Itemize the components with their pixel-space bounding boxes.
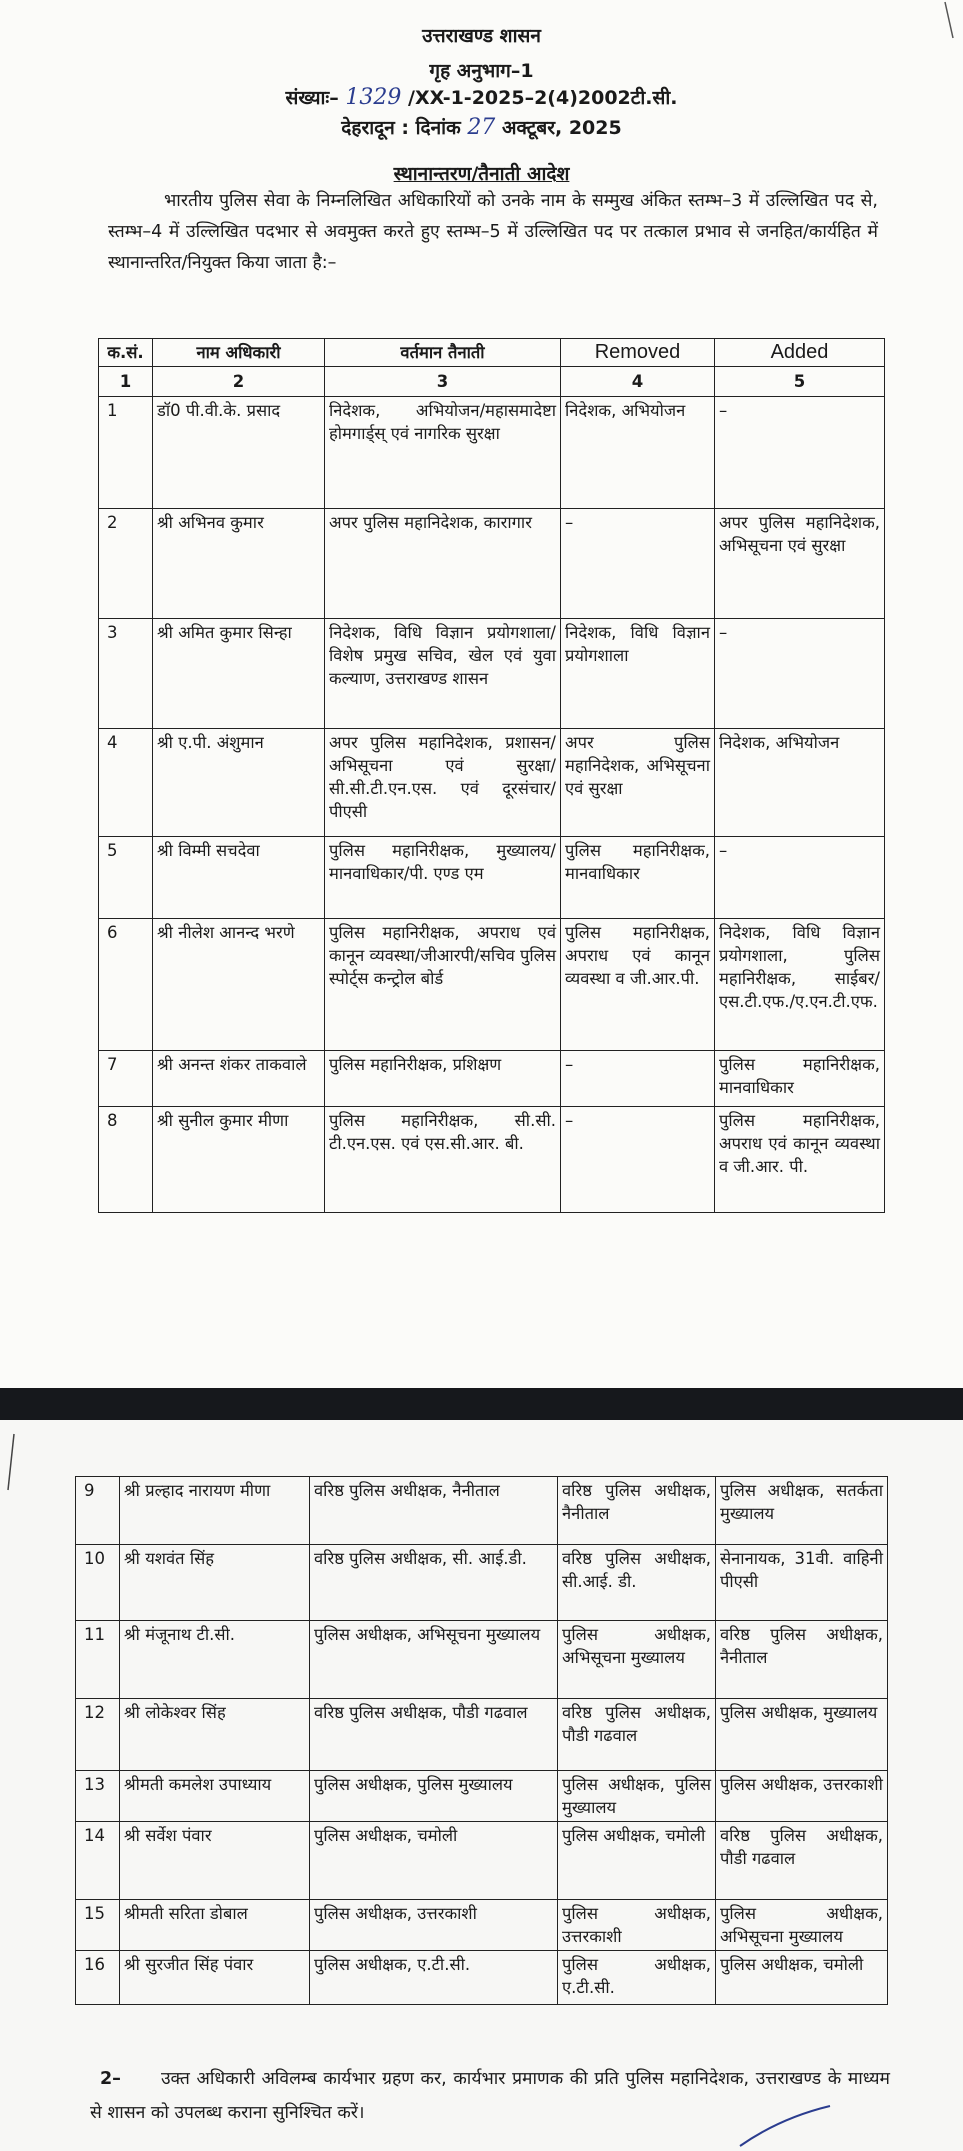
cell-serial-number: 15 [76,1900,120,1951]
header-government: उत्तराखण्ड शासन [422,25,541,47]
column-number-row [99,367,885,397]
cell-serial-number: 2 [99,509,153,619]
cell-removed-charge: पुलिस अधीक्षक, ए.टी.सी. [558,1951,716,2005]
cell-serial-number: 1 [99,397,153,509]
cell-officer-name: श्री अभिनव कुमार [153,509,325,619]
cell-current-posting: पुलिस अधीक्षक, उत्तरकाशी [310,1900,558,1951]
cell-current-posting: पुलिस अधीक्षक, अभिसूचना मुख्यालय [310,1621,558,1699]
transfer-table-page2 [75,1476,888,2005]
cell-current-posting: पुलिस महानिरीक्षक, सी.सी. टी.एन.एस. एवं एस.सी.आर. बी. [325,1107,561,1213]
table-row [76,1900,888,1951]
table-row [99,397,885,509]
cell-officer-name: श्री सुरजीत सिंह पंवार [120,1951,310,2005]
cell-removed-charge: अपर पुलिस महानिदेशक, अभिसूचना एवं सुरक्षा [561,729,715,837]
cell-removed-charge: वरिष्ठ पुलिस अधीक्षक, पौडी गढवाल [558,1699,716,1771]
cell-serial-number: 7 [99,1051,153,1107]
number-suffix: /XX-1-2025–2(4)2002टी.सी. [408,87,678,109]
cell-serial-number: 13 [76,1771,120,1822]
cell-removed-charge: – [561,1107,715,1213]
cell-removed-charge: पुलिस अधीक्षक, उत्तरकाशी [558,1900,716,1951]
table-row [76,1621,888,1699]
cell-officer-name: श्री सुनील कुमार मीणा [153,1107,325,1213]
col-header-name: नाम अधिकारी [153,339,325,367]
cell-serial-number: 10 [76,1545,120,1621]
cell-officer-name: श्री नीलेश आनन्द भरणे [153,919,325,1051]
cell-serial-number: 14 [76,1822,120,1900]
cell-serial-number: 5 [99,837,153,919]
cell-officer-name: श्री विम्मी सचदेवा [153,837,325,919]
cell-removed-charge: पुलिस अधीक्षक, पुलिस मुख्यालय [558,1771,716,1822]
cell-added-posting: पुलिस महानिरीक्षक, अपराध एवं कानून व्यवस्था व जी.आर. पी. [715,1107,885,1213]
header-section: गृह अनुभाग–1 [429,60,534,82]
table-header-row [99,339,885,367]
cell-current-posting: निदेशक, विधि विज्ञान प्रयोगशाला/विशेष प्रमुख सचिव, खेल एवं युवा कल्याण, उत्तराखण्ड शासन [325,619,561,729]
handwritten-number: 1329 [345,85,402,110]
cell-serial-number: 16 [76,1951,120,2005]
cell-current-posting: वरिष्ठ पुलिस अधीक्षक, नैनीताल [310,1477,558,1545]
cell-removed-charge: पुलिस अधीक्षक, चमोली [558,1822,716,1900]
table-row [76,1822,888,1900]
cell-removed-charge: वरिष्ठ पुलिस अधीक्षक, नैनीताल [558,1477,716,1545]
cell-serial-number: 9 [76,1477,120,1545]
col-number: 5 [715,367,885,397]
cell-officer-name: श्री ए.पी. अंशुमान [153,729,325,837]
cell-removed-charge: वरिष्ठ पुलिस अधीक्षक, सी.आई. डी. [558,1545,716,1621]
cell-officer-name: श्री अमित कुमार सिन्हा [153,619,325,729]
cell-officer-name: श्री लोकेश्वर सिंह [120,1699,310,1771]
cell-current-posting: अपर पुलिस महानिदेशक, प्रशासन/अभिसूचना एवं सुरक्षा/सी.सी.टी.एन.एस. एवं दूरसंचार/पीएसी [325,729,561,837]
handwritten-date: 27 [467,115,496,140]
number-prefix: संख्याः– [285,87,339,109]
cell-officer-name: श्री यशवंत सिंह [120,1545,310,1621]
cell-added-posting: सेनानायक, 31वी. वाहिनी पीएसी [716,1545,888,1621]
cell-current-posting: पुलिस महानिरीक्षक, प्रशिक्षण [325,1051,561,1107]
date-prefix: देहरादून : दिनांक [341,117,461,139]
cell-serial-number: 8 [99,1107,153,1213]
table-row [76,1771,888,1822]
cell-added-posting: अपर पुलिस महानिदेशक, अभिसूचना एवं सुरक्षा [715,509,885,619]
col-number: 2 [153,367,325,397]
cell-added-posting: – [715,619,885,729]
cell-current-posting: पुलिस महानिरीक्षक, मुख्यालय/मानवाधिकार/पी. एण्ड एम [325,837,561,919]
order-title: स्थानान्तरण/तैनाती आदेश [393,163,570,185]
cell-added-posting: निदेशक, विधि विज्ञान प्रयोगशाला, पुलिस महानिरीक्षक, साईबर/एस.टी.एफ./ए.एन.टी.एफ. [715,919,885,1051]
cell-added-posting: पुलिस अधीक्षक, चमोली [716,1951,888,2005]
table-row [99,837,885,919]
page-separator [0,1388,963,1420]
table-row [99,729,885,837]
cell-officer-name: डॉ0 पी.वी.के. प्रसाद [153,397,325,509]
cell-added-posting: पुलिस अधीक्षक, उत्तरकाशी [716,1771,888,1822]
table-row [99,1051,885,1107]
col-header-current: वर्तमान तैनाती [325,339,561,367]
table-row [99,1107,885,1213]
table-row [76,1951,888,2005]
cell-removed-charge: – [561,509,715,619]
col-header-removed: Removed [561,339,715,367]
cell-added-posting: पुलिस महानिरीक्षक, मानवाधिकार [715,1051,885,1107]
cell-added-posting: – [715,837,885,919]
cell-current-posting: पुलिस अधीक्षक, ए.टी.सी. [310,1951,558,2005]
footer-para-number: 2– [100,2069,121,2089]
cell-removed-charge: पुलिस महानिरीक्षक, मानवाधिकार [561,837,715,919]
cell-serial-number: 3 [99,619,153,729]
col-number: 3 [325,367,561,397]
cell-added-posting: पुलिस अधीक्षक, अभिसूचना मुख्यालय [716,1900,888,1951]
table-row [76,1545,888,1621]
cell-serial-number: 12 [76,1699,120,1771]
cell-current-posting: पुलिस अधीक्षक, पुलिस मुख्यालय [310,1771,558,1822]
cell-added-posting: पुलिस अधीक्षक, सतर्कता मुख्यालय [716,1477,888,1545]
signature-stroke-icon [720,2098,840,2148]
date-suffix: अक्टूबर, 2025 [501,117,622,139]
cell-added-posting: वरिष्ठ पुलिस अधीक्षक, पौडी गढवाल [716,1822,888,1900]
cell-serial-number: 6 [99,919,153,1051]
table-row [99,919,885,1051]
table-row [99,619,885,729]
cell-added-posting: पुलिस अधीक्षक, मुख्यालय [716,1699,888,1771]
cell-current-posting: वरिष्ठ पुलिस अधीक्षक, सी. आई.डी. [310,1545,558,1621]
cell-officer-name: श्रीमती सरिता डोबाल [120,1900,310,1951]
header-date [0,114,963,140]
cell-serial-number: 4 [99,729,153,837]
cell-officer-name: श्री सर्वेश पंवार [120,1822,310,1900]
col-number: 4 [561,367,715,397]
table-row [76,1699,888,1771]
cell-removed-charge: निदेशक, अभियोजन [561,397,715,509]
intro-paragraph: भारतीय पुलिस सेवा के निम्नलिखित अधिकारियों को उनके नाम के सम्मुख अंकित स्तम्भ–3 में उल्लिखित पद से, स्तम्भ–4 में उल्लिखित पदभार से अवमुक्त करते हुए स्तम्भ–5 में उल्लिखित पद पर तत्काल प्रभाव से जनहित/कार्यहित में स्थानान्तरित/नियुक्त किया जाता है:– [108,191,878,273]
cell-current-posting: वरिष्ठ पुलिस अधीक्षक, पौडी गढवाल [310,1699,558,1771]
cell-current-posting: पुलिस अधीक्षक, चमोली [310,1822,558,1900]
table-row [99,509,885,619]
footer-para-text: उक्त अधिकारी अविलम्ब कार्यभार ग्रहण कर, कार्यभार प्रमाणक की प्रति पुलिस महानिदेशक, उत्तराखण्ड के माध्यम से शासन को उपलब्ध कराना सुनिश्चित करें। [90,2069,890,2123]
cell-officer-name: श्री प्रल्हाद नारायण मीणा [120,1477,310,1545]
cell-current-posting: निदेशक, अभियोजन/महासमादेष्टा होमगार्ड्स् एवं नागरिक सुरक्षा [325,397,561,509]
transfer-table-page1 [98,338,885,1213]
col-header-added: Added [715,339,885,367]
cell-added-posting: – [715,397,885,509]
table-row [76,1477,888,1545]
cell-added-posting: वरिष्ठ पुलिस अधीक्षक, नैनीताल [716,1621,888,1699]
cell-current-posting: अपर पुलिस महानिदेशक, कारागार [325,509,561,619]
cell-removed-charge: पुलिस अधीक्षक, अभिसूचना मुख्यालय [558,1621,716,1699]
cell-officer-name: श्री मंजूनाथ टी.सी. [120,1621,310,1699]
margin-pen-mark-icon [0,1430,30,1500]
cell-serial-number: 11 [76,1621,120,1699]
cell-officer-name: श्री अनन्त शंकर ताकवाले [153,1051,325,1107]
col-header-sn: क.सं. [99,339,153,367]
header-number [0,84,963,110]
cell-removed-charge: निदेशक, विधि विज्ञान प्रयोगशाला [561,619,715,729]
col-number: 1 [99,367,153,397]
cell-removed-charge: पुलिस महानिरीक्षक, अपराध एवं कानून व्यवस्था व जी.आर.पी. [561,919,715,1051]
cell-current-posting: पुलिस महानिरीक्षक, अपराध एवं कानून व्यवस्था/जीआरपी/सचिव पुलिस स्पोर्ट्स कन्ट्रोल बोर्ड [325,919,561,1051]
cell-added-posting: निदेशक, अभियोजन [715,729,885,837]
cell-removed-charge: – [561,1051,715,1107]
cell-officer-name: श्रीमती कमलेश उपाध्याय [120,1771,310,1822]
